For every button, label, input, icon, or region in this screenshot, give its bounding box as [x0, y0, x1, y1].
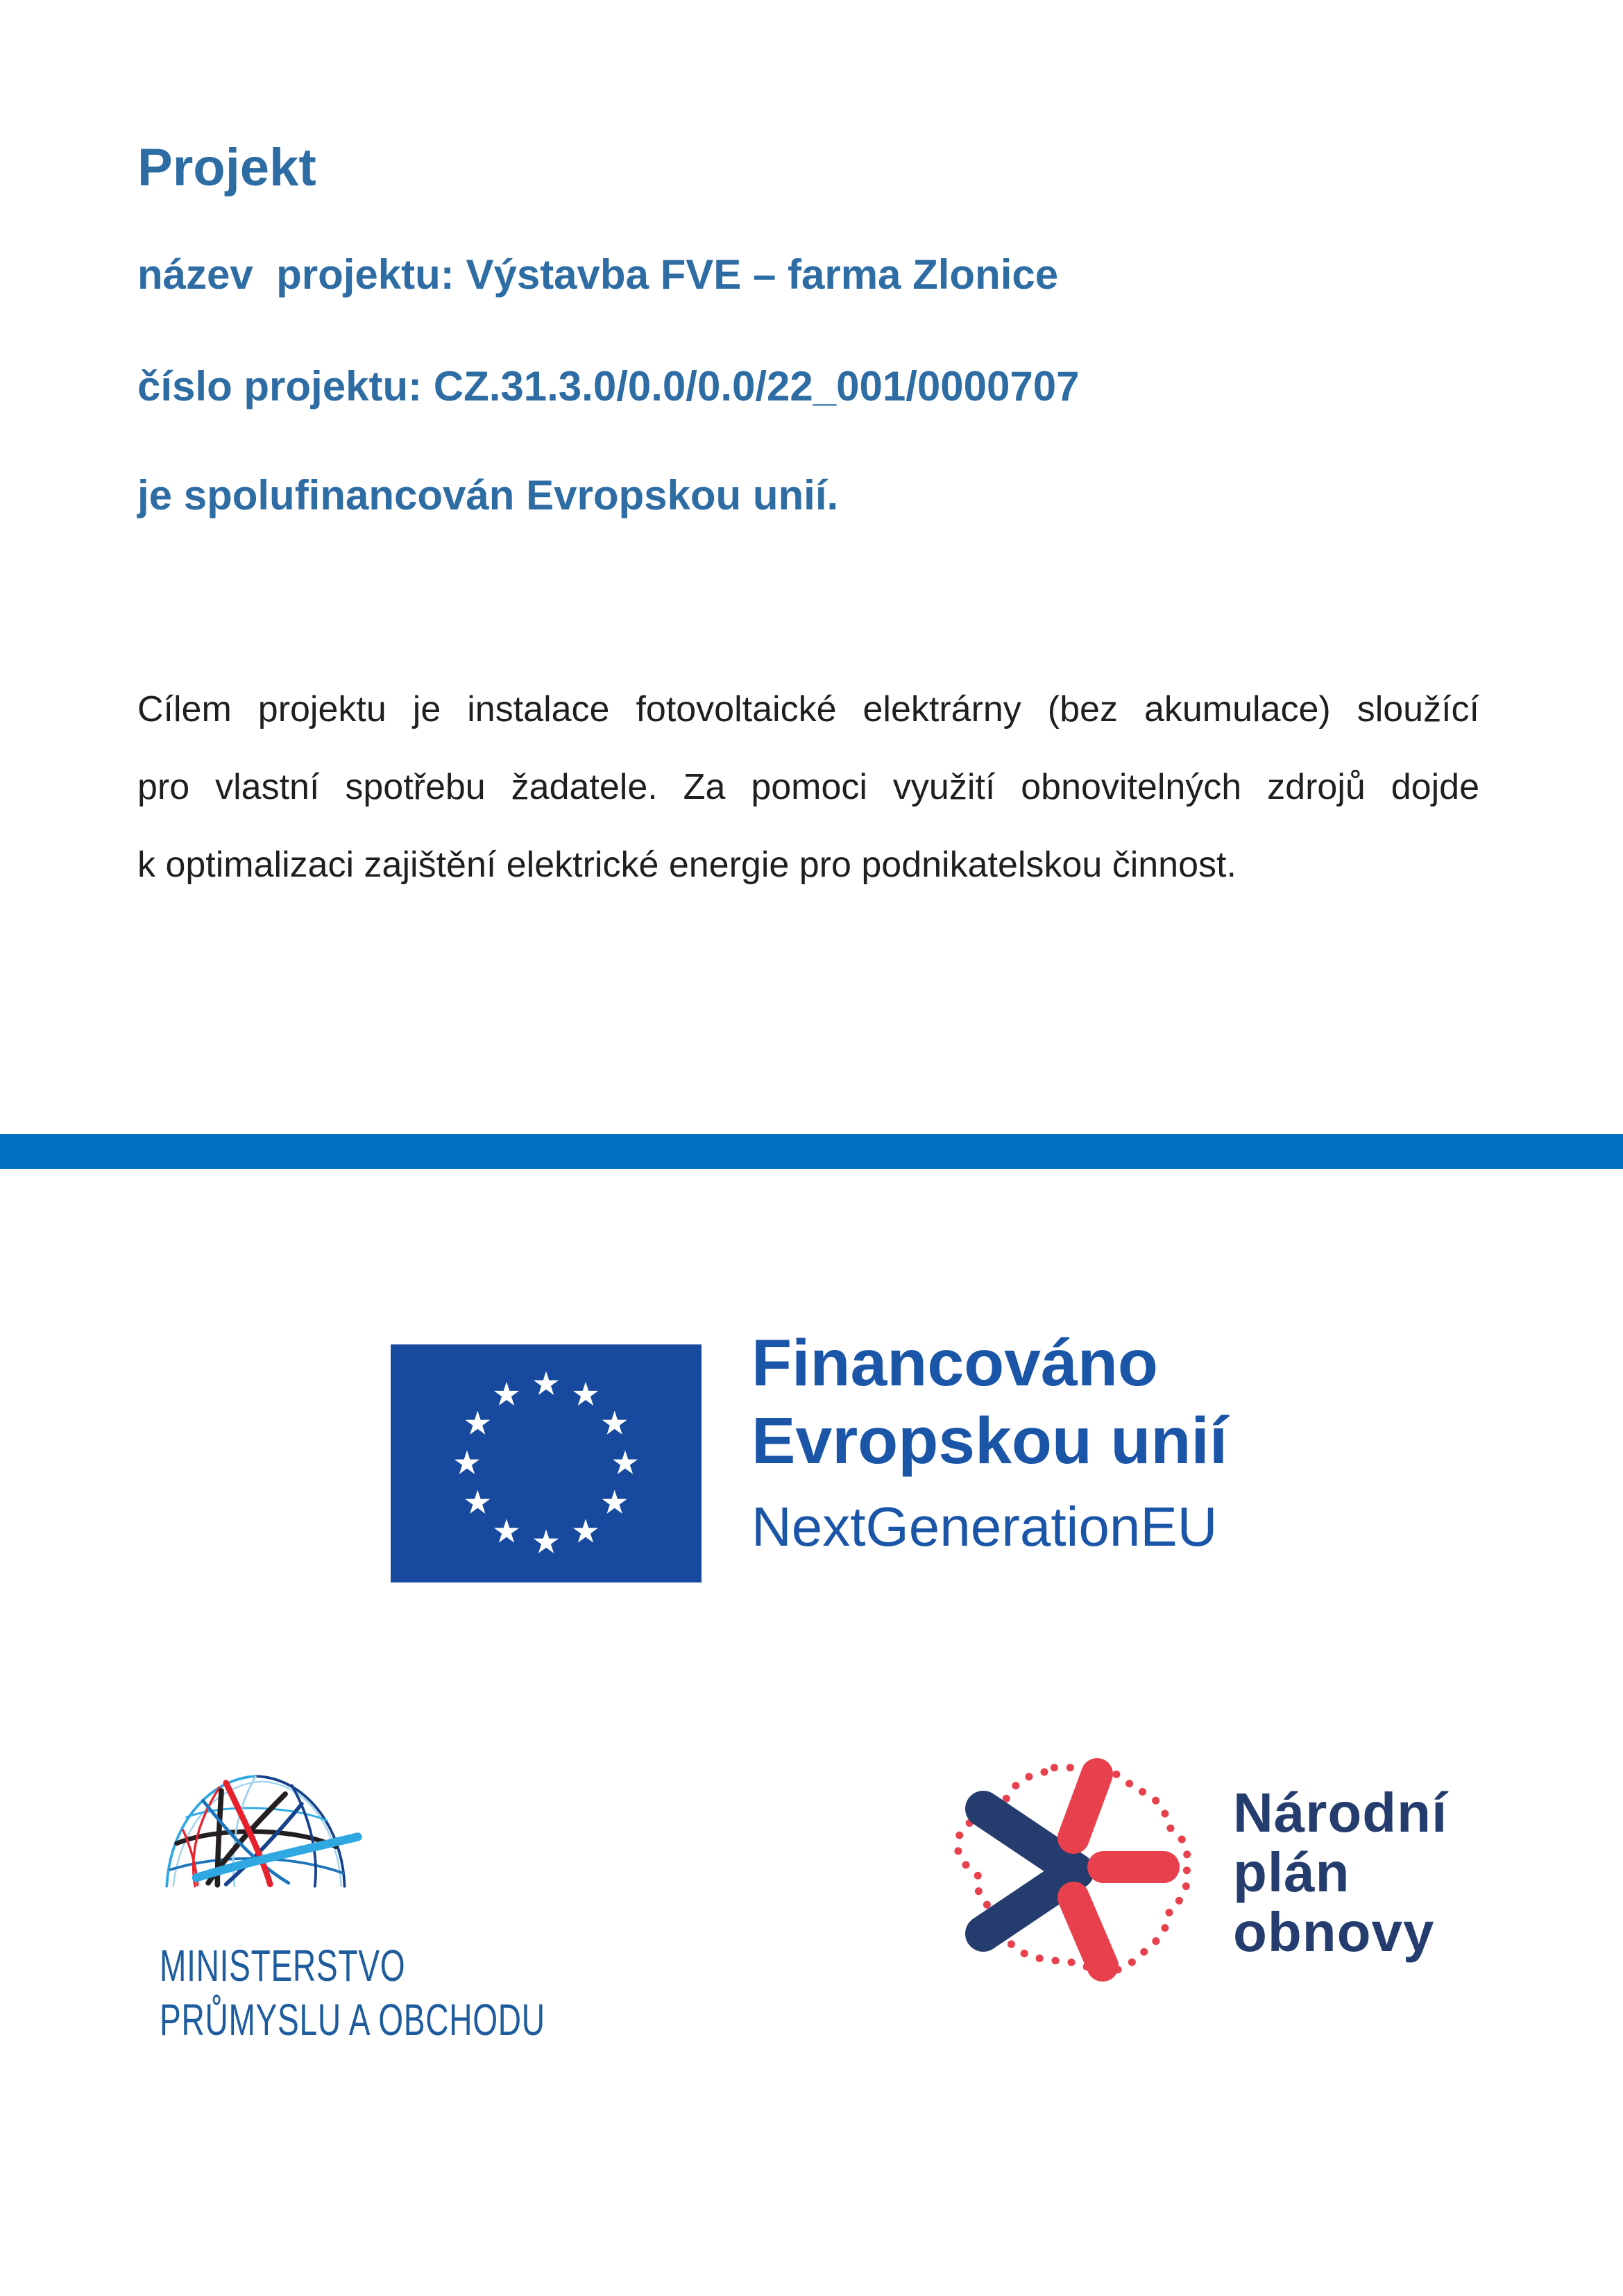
description-line: pro vlastní spotřebu žadatele. Za pomoci využití obnovitelných zdrojů dojde — [137, 767, 1479, 807]
npo-mark-icon — [940, 1748, 1218, 1984]
mpo-globe-icon — [157, 1764, 365, 1896]
eu-funding-title: Financováno — [751, 1326, 1158, 1400]
project-description — [137, 670, 1479, 904]
eu-funding-subtitle: Evropskou unií — [751, 1404, 1228, 1478]
project-name-line: název projektu: Výstavba FVE – farma Zlonice — [137, 251, 1059, 298]
npo-name-line3: obnovy — [1233, 1901, 1435, 1963]
description-line: Cílem projektu je instalace fotovoltaické elektrárny (bez akumulace) sloužící — [137, 689, 1479, 729]
cofinancing-line: je spolufinancován Evropskou unií. — [137, 472, 839, 518]
page-title: Projekt — [137, 138, 316, 197]
nextgeneu-label: NextGenerationEU — [751, 1496, 1218, 1558]
eu-flag-icon — [391, 1344, 702, 1583]
project-number-line: číslo projektu: CZ.31.3.0/0.0/0.0/22_001/0000707 — [137, 363, 1080, 410]
description-line: k optimalizaci zajištění elektrické energie pro podnikatelskou činnost. — [137, 845, 1237, 885]
npo-name-line2: plán — [1233, 1841, 1350, 1903]
divider-bar — [0, 1134, 1623, 1169]
npo-name-line1: Národní — [1233, 1782, 1448, 1843]
mpo-name-line1: MINISTERSTVO — [160, 1941, 406, 1991]
mpo-name-line2: PRŮMYSLU A OBCHODU — [160, 1995, 545, 2045]
